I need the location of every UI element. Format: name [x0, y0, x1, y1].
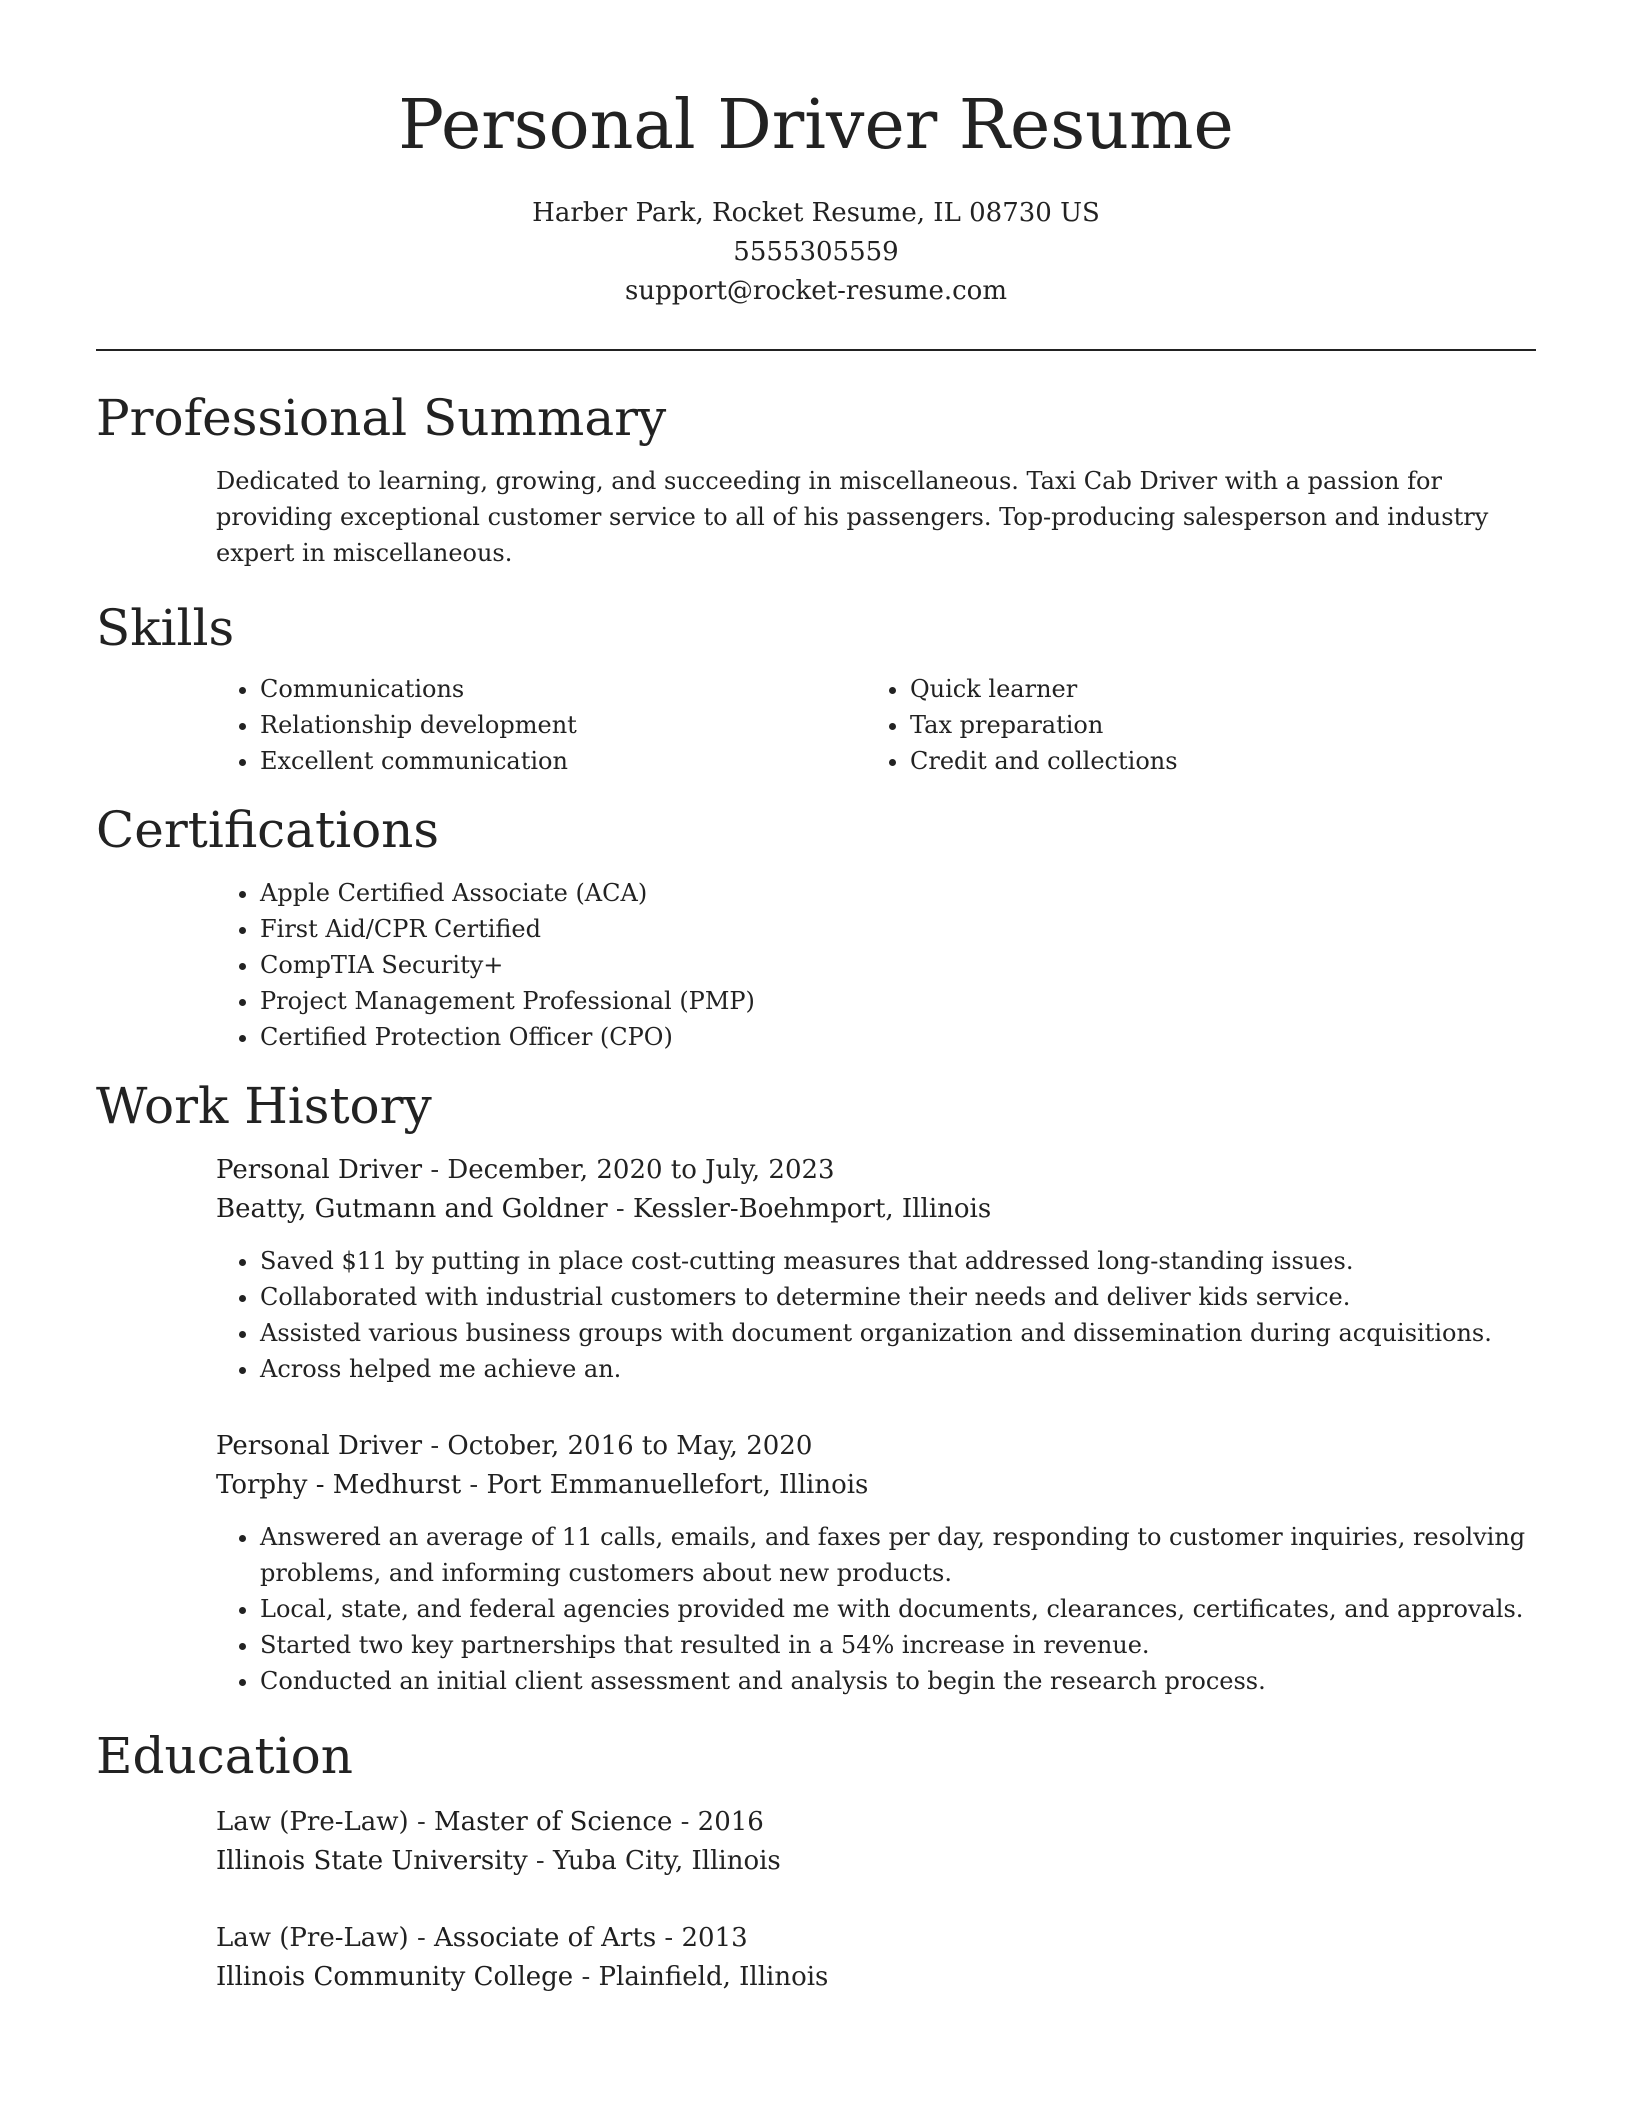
job-title-line — [216, 1427, 1536, 1466]
separator: - — [527, 1846, 553, 1876]
education-school-line — [216, 1958, 1536, 1997]
education-location: Plainfield, Illinois — [598, 1962, 829, 1992]
job-company: Torphy - Medhurst — [216, 1470, 462, 1500]
job-dates: October, 2016 to May, 2020 — [447, 1431, 813, 1461]
job-bullet: • Saved $11 by putting in place cost-cutting measures that addressed long-standing issues. — [260, 1243, 1536, 1279]
education-year: 2013 — [681, 1923, 748, 1953]
skills-section — [96, 597, 1536, 779]
certification-item: • Certified Protection Officer (CPO) — [260, 1019, 1536, 1055]
separator: - — [422, 1431, 448, 1461]
education-school: Illinois State University — [216, 1846, 528, 1876]
job-bullet: • Started two key partnerships that resulted in a 54% increase in revenue. — [260, 1627, 1536, 1663]
separator: - — [408, 1807, 435, 1837]
education-degree-line — [216, 1803, 1536, 1842]
certification-item: • First Aid/CPR Certified — [260, 911, 1536, 947]
skills-column-left — [216, 671, 866, 779]
job-entry — [216, 1427, 1536, 1699]
resume-title: Personal Driver Resume — [398, 86, 1234, 165]
separator: - — [573, 1962, 599, 1992]
certification-item: • CompTIA Security+ — [260, 947, 1536, 983]
education-section — [96, 1725, 1536, 1997]
summary-heading: Professional Summary — [96, 389, 667, 447]
education-school-line — [216, 1842, 1536, 1881]
job-bullets — [216, 1243, 1536, 1387]
certifications-section — [96, 799, 1536, 1055]
separator: - — [422, 1155, 448, 1185]
resume-header — [96, 0, 1536, 311]
job-title-line — [216, 1151, 1536, 1190]
job-entry — [216, 1151, 1536, 1387]
job-bullet: • Local, state, and federal agencies provided me with documents, clearances, certificates, and approvals. — [260, 1591, 1536, 1627]
skill-item: • Communications — [260, 671, 866, 707]
certification-item: • Apple Certified Associate (ACA) — [260, 875, 1536, 911]
skill-item: • Quick learner — [910, 671, 1516, 707]
job-bullet: • Answered an average of 11 calls, emails, and faxes per day, responding to customer inquiries, resolving problems, and informing customers about new products. — [260, 1519, 1536, 1591]
contact-email: support@rocket-resume.com — [624, 276, 1007, 306]
education-degree: Master of Science — [434, 1807, 673, 1837]
separator: - — [607, 1194, 633, 1224]
separator: - — [672, 1807, 698, 1837]
separator: - — [408, 1923, 435, 1953]
skills-column-right — [866, 671, 1516, 779]
work-history-section — [96, 1075, 1536, 1699]
education-year: 2016 — [697, 1807, 764, 1837]
job-role: Personal Driver — [216, 1431, 423, 1461]
skill-item: • Credit and collections — [910, 743, 1516, 779]
job-company: Beatty, Gutmann and Goldner — [216, 1194, 608, 1224]
job-company-line — [216, 1190, 1536, 1229]
education-degree: Associate of Arts — [434, 1923, 657, 1953]
education-field: Law (Pre-Law) — [216, 1807, 409, 1837]
education-field: Law (Pre-Law) — [216, 1923, 409, 1953]
job-location: Kessler-Boehmport, Illinois — [632, 1194, 992, 1224]
job-company-line — [216, 1466, 1536, 1505]
job-location: Port Emmanuellefort, Illinois — [486, 1470, 869, 1500]
summary-section — [96, 387, 1536, 571]
education-entry — [216, 1803, 1536, 1881]
education-heading: Education — [96, 1727, 353, 1785]
job-role: Personal Driver — [216, 1155, 423, 1185]
summary-text: Dedicated to learning, growing, and succeeding in miscellaneous. Taxi Cab Driver with a passion for providing exceptional customer service to all of his passengers. Top-producing salesperson and industry expert in miscellaneous. — [216, 467, 1489, 567]
skills-grid — [216, 671, 1536, 779]
education-location: Yuba City, Illinois — [553, 1846, 781, 1876]
job-bullet: • Conducted an initial client assessment and analysis to begin the research process. — [260, 1663, 1536, 1699]
certifications-heading: Certifications — [96, 801, 440, 859]
skills-list-left — [216, 671, 866, 779]
work-history-heading: Work History — [96, 1077, 432, 1135]
education-entry — [216, 1919, 1536, 1997]
skill-item: • Relationship development — [260, 707, 866, 743]
education-degree-line — [216, 1919, 1536, 1958]
separator: - — [656, 1923, 682, 1953]
skills-heading: Skills — [96, 599, 235, 657]
education-school: Illinois Community College — [216, 1962, 574, 1992]
skill-item: • Tax preparation — [910, 707, 1516, 743]
job-bullet: • Across helped me achieve an. — [260, 1351, 1536, 1387]
certifications-list-wrap — [216, 875, 1536, 1055]
job-dates: December, 2020 to July, 2023 — [447, 1155, 835, 1185]
skill-item: • Excellent communication — [260, 743, 866, 779]
certifications-list — [216, 875, 1536, 1055]
job-bullets — [216, 1519, 1536, 1699]
job-bullet: • Collaborated with industrial customers to determine their needs and deliver kids service. — [260, 1279, 1536, 1315]
separator: - — [461, 1470, 487, 1500]
contact-phone: 5555305559 — [733, 237, 899, 267]
header-divider — [96, 349, 1536, 351]
contact-block — [96, 194, 1536, 311]
job-bullet: • Assisted various business groups with document organization and dissemination during acquisitions. — [260, 1315, 1536, 1351]
skills-list-right — [866, 671, 1516, 779]
certification-item: • Project Management Professional (PMP) — [260, 983, 1536, 1019]
contact-address: Harber Park, Rocket Resume, IL 08730 US — [532, 198, 1100, 228]
